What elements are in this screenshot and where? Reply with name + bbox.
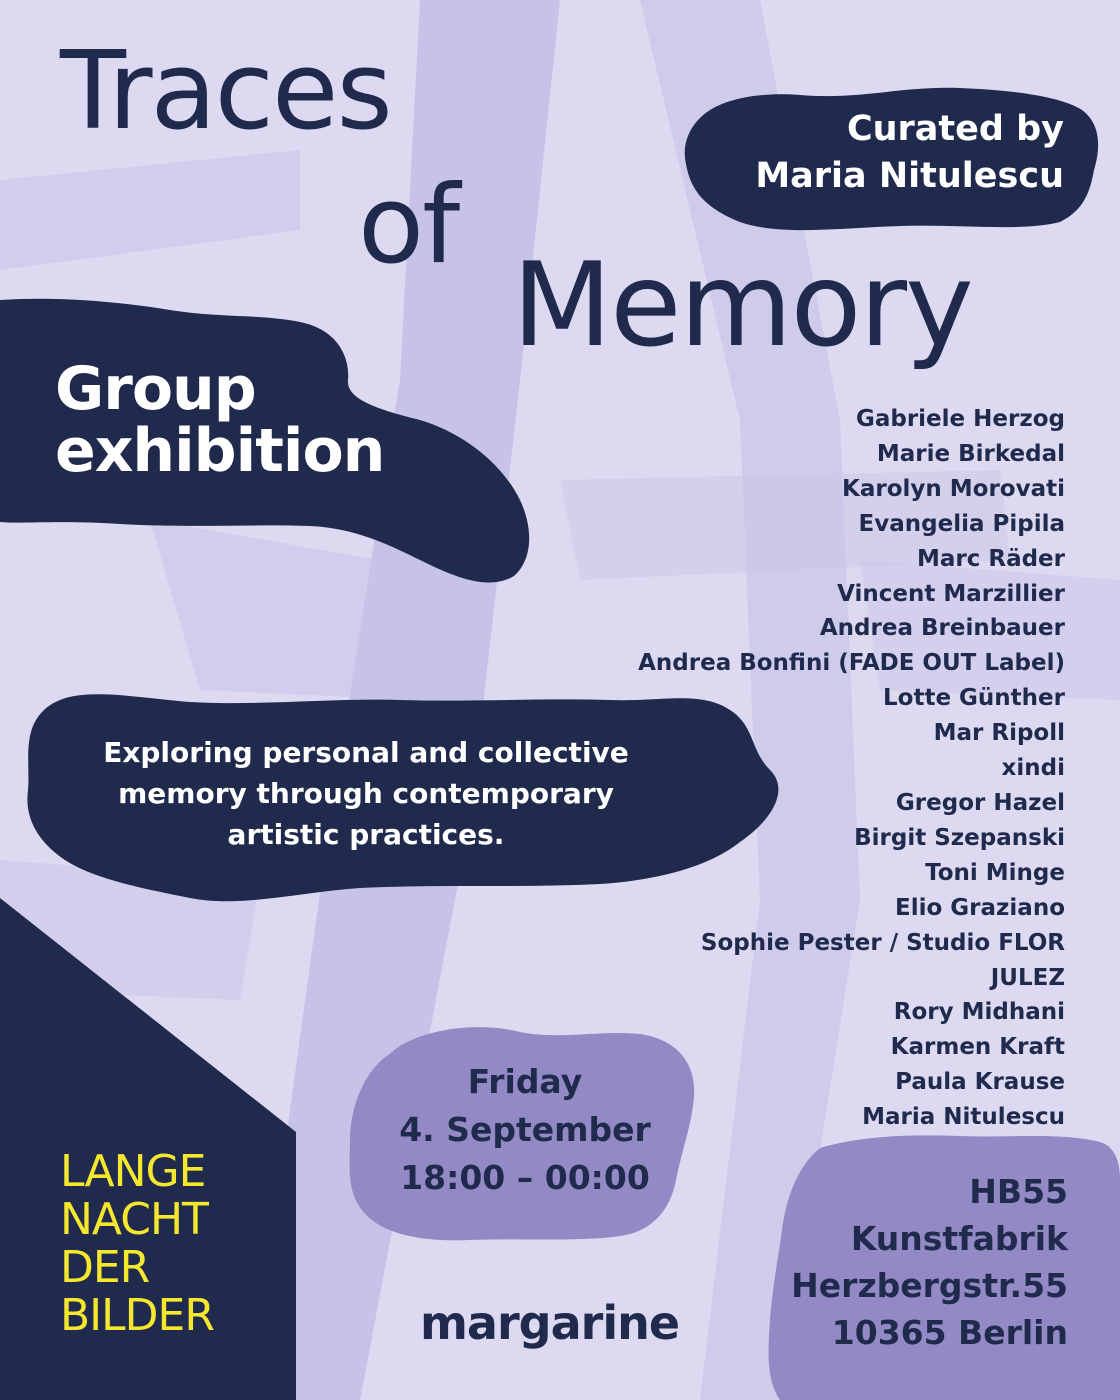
artist-name: Maria Nitulescu	[862, 1104, 1065, 1131]
event-day: Friday	[467, 1062, 583, 1101]
event-line-4: BILDER	[60, 1290, 214, 1341]
artist-name: JULEZ	[990, 964, 1065, 991]
artist-name: Gregor Hazel	[895, 789, 1065, 816]
event-time: 18:00 – 00:00	[400, 1158, 650, 1197]
description-line-2: memory through contemporary	[118, 777, 614, 810]
artist-name: Karolyn Morovati	[842, 475, 1065, 502]
artist-name: Vincent Marzillier	[837, 580, 1065, 607]
artist-name: Rory Midhani	[893, 999, 1065, 1026]
event-date-text: 4. September	[399, 1110, 651, 1149]
artist-name: Birgit Szepanski	[854, 824, 1065, 851]
artist-list	[638, 402, 1065, 1135]
artist-name: Karmen Kraft	[890, 1034, 1065, 1061]
curated-label: Curated by	[846, 109, 1064, 149]
venue-city: 10365 Berlin	[831, 1313, 1068, 1352]
title-line-2: of	[358, 163, 459, 288]
event-date	[375, 1058, 675, 1202]
artist-name: Marc Räder	[916, 545, 1065, 572]
venue-name: HB55	[969, 1172, 1068, 1211]
event-line-1: LANGE	[60, 1146, 206, 1197]
group-exhibition-label	[55, 354, 385, 486]
venue-subname: Kunstfabrik	[850, 1219, 1068, 1258]
event-series-name	[60, 1148, 214, 1340]
title-line-1: Traces	[60, 29, 391, 154]
artist-name: Lotte Günther	[883, 685, 1065, 712]
description-line-3: artistic practices.	[227, 818, 505, 851]
group-line-1: Group	[55, 354, 256, 424]
venue-street: Herzbergstr.55	[791, 1266, 1068, 1305]
event-line-2: NACHT	[60, 1194, 208, 1245]
artist-name: Andrea Breinbauer	[819, 615, 1065, 642]
artist-name: Mar Ripoll	[933, 720, 1065, 747]
venue-address	[791, 1168, 1068, 1356]
artist-name: Gabriele Herzog	[855, 406, 1065, 432]
artist-name: Evangelia Pipila	[858, 510, 1065, 537]
margarine-logo: margarine	[420, 1296, 680, 1350]
artist-name: Marie Birkedal	[876, 440, 1065, 467]
artist-name: Sophie Pester / Studio FLOR	[700, 929, 1065, 956]
artist-name: Paula Krause	[895, 1069, 1065, 1096]
artist-name: Andrea Bonfini (FADE OUT Label)	[638, 650, 1065, 677]
artist-name: xindi	[1001, 755, 1065, 782]
curator-name: Maria Nitulescu	[755, 156, 1064, 196]
exhibition-description	[86, 732, 646, 855]
artist-name: Toni Minge	[925, 859, 1065, 886]
description-line-1: Exploring personal and collective	[103, 736, 629, 769]
group-line-2: exhibition	[55, 416, 385, 486]
event-line-3: DER	[60, 1242, 150, 1293]
curated-by	[755, 106, 1064, 200]
artist-name: Elio Graziano	[895, 894, 1065, 921]
title-line-3: Memory	[512, 238, 972, 373]
